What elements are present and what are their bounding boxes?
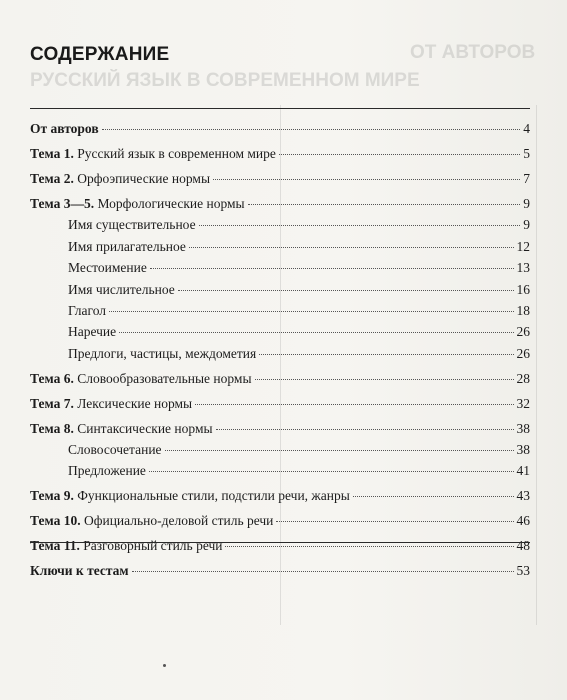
show-through-text: ОТ АВТОРОВ <box>410 42 536 63</box>
toc-entry <box>30 321 530 342</box>
toc-entry-text: Словосочетание <box>68 442 162 458</box>
toc-entry <box>30 439 530 460</box>
toc-page-number: 53 <box>516 563 530 579</box>
toc-entry-number: Тема 1. <box>30 145 74 161</box>
dot-leader <box>276 521 513 522</box>
toc-page-number: 13 <box>516 260 530 276</box>
toc-entry <box>30 368 530 389</box>
toc-entry-text: Наречие <box>68 324 117 340</box>
toc-entry-label <box>30 118 99 139</box>
toc-entry-label <box>30 257 147 278</box>
toc-entry <box>30 143 530 164</box>
toc-entry <box>30 460 530 481</box>
toc-entry-text: Функциональные стили, подстили речи, жанры <box>73 488 350 504</box>
dot-leader <box>132 571 514 572</box>
toc-entry-label <box>30 393 192 414</box>
table-of-contents <box>30 118 530 582</box>
toc-page-number: 26 <box>516 345 530 361</box>
dot-leader <box>255 379 514 380</box>
toc-entry-label <box>30 510 273 531</box>
dot-leader <box>195 404 513 405</box>
dot-leader <box>225 546 513 547</box>
toc-entry-label <box>30 214 196 235</box>
toc-entry <box>30 418 530 439</box>
toc-entry-text: Имя прилагательное <box>68 238 186 254</box>
toc-entry-number: Тема 3—5. <box>30 195 95 211</box>
toc-page-number: 18 <box>516 302 530 318</box>
toc-entry <box>30 485 530 506</box>
dot-leader <box>119 332 513 333</box>
show-through-text: РУССКИЙ ЯЗЫК В СОВРЕМЕННОМ МИРЕ <box>30 70 420 91</box>
page-title: СОДЕРЖАНИЕ <box>30 44 170 65</box>
dot-leader <box>199 225 521 226</box>
dot-leader <box>216 429 514 430</box>
toc-page-number: 48 <box>516 538 530 554</box>
dot-leader <box>109 311 513 312</box>
toc-entry <box>30 214 530 235</box>
toc-entry-number: Тема 11. <box>30 538 80 554</box>
toc-entry-text: Разговорный стиль речи <box>79 538 223 554</box>
toc-entry <box>30 510 530 531</box>
toc-entry <box>30 279 530 300</box>
toc-entry-text: Русский язык в современном мире <box>73 145 276 161</box>
toc-page-number: 9 <box>523 217 530 233</box>
toc-entry-text: Имя существительное <box>68 217 196 233</box>
toc-entry-text: Имя числительное <box>68 281 175 297</box>
toc-entry-text: Лексические нормы <box>73 395 193 411</box>
toc-page-number: 32 <box>516 395 530 411</box>
toc-page-number: 43 <box>516 488 530 504</box>
toc-page-number: 16 <box>516 281 530 297</box>
dot-leader <box>178 290 514 291</box>
toc-entry-label <box>30 300 106 321</box>
dot-leader <box>149 471 514 472</box>
toc-entry-text: Предложение <box>68 463 146 479</box>
toc-entry-number: От авторов <box>30 121 99 136</box>
toc-entry-label <box>30 535 222 556</box>
toc-entry <box>30 193 530 214</box>
toc-page-number: 5 <box>523 145 530 161</box>
toc-entry-number: Тема 2. <box>30 170 74 186</box>
toc-entry-label <box>30 321 116 342</box>
dot-leader <box>259 354 513 355</box>
toc-page-number: 41 <box>516 463 530 479</box>
toc-page-number: 12 <box>516 238 530 254</box>
toc-entry-label <box>30 439 162 460</box>
toc-entry-label <box>30 343 256 364</box>
dot-leader <box>248 204 521 205</box>
toc-entry-label <box>30 485 350 506</box>
toc-entry <box>30 168 530 189</box>
toc-entry <box>30 257 530 278</box>
toc-entry-label <box>30 368 252 389</box>
dot-leader <box>213 179 520 180</box>
toc-entry-number: Ключи к тестам <box>30 563 129 579</box>
toc-page-number: 38 <box>516 420 530 436</box>
toc-page-number: 28 <box>516 370 530 386</box>
bottom-rule <box>30 542 530 543</box>
toc-entry-text: Глагол <box>68 302 107 318</box>
toc-page-number: 26 <box>516 324 530 340</box>
toc-entry-label <box>30 279 175 300</box>
toc-entry-label <box>30 460 146 481</box>
toc-entry <box>30 300 530 321</box>
toc-page-number: 38 <box>516 442 530 458</box>
toc-entry-label <box>30 418 213 439</box>
toc-entry <box>30 560 530 581</box>
dot-leader <box>150 268 514 269</box>
dot-leader <box>353 496 514 497</box>
toc-entry-text: Орфоэпические нормы <box>73 170 211 186</box>
toc-entry-label <box>30 168 210 189</box>
toc-page-number: 46 <box>516 513 530 529</box>
toc-entry <box>30 535 530 556</box>
toc-entry-label <box>30 193 245 214</box>
toc-entry-number: Тема 9. <box>30 488 74 504</box>
print-speck <box>163 664 166 667</box>
toc-entry-text: Словообразовательные нормы <box>73 370 252 386</box>
toc-entry <box>30 393 530 414</box>
toc-entry-label <box>30 560 129 581</box>
toc-entry-text: Официально-деловой стиль речи <box>80 513 274 529</box>
toc-page-number: 4 <box>523 121 530 136</box>
dot-leader <box>279 154 520 155</box>
toc-entry-number: Тема 8. <box>30 420 74 436</box>
toc-entry-text: Предлоги, частицы, междометия <box>68 345 257 361</box>
toc-entry-text: Местоимение <box>68 260 147 276</box>
toc-entry-text: Морфологические нормы <box>94 195 245 211</box>
toc-page-number: 9 <box>523 195 530 211</box>
top-rule <box>30 108 530 109</box>
toc-entry <box>30 236 530 257</box>
toc-entry-number: Тема 10. <box>30 513 81 529</box>
dot-leader <box>102 129 521 130</box>
toc-entry-text: Синтаксические нормы <box>73 420 213 436</box>
toc-entry <box>30 343 530 364</box>
toc-entry-label <box>30 236 186 257</box>
toc-entry <box>30 118 530 139</box>
toc-entry-number: Тема 7. <box>30 395 74 411</box>
toc-entry-label <box>30 143 276 164</box>
dot-leader <box>189 247 514 248</box>
toc-entry-number: Тема 6. <box>30 370 74 386</box>
toc-page-number: 7 <box>523 170 530 186</box>
dot-leader <box>165 450 514 451</box>
